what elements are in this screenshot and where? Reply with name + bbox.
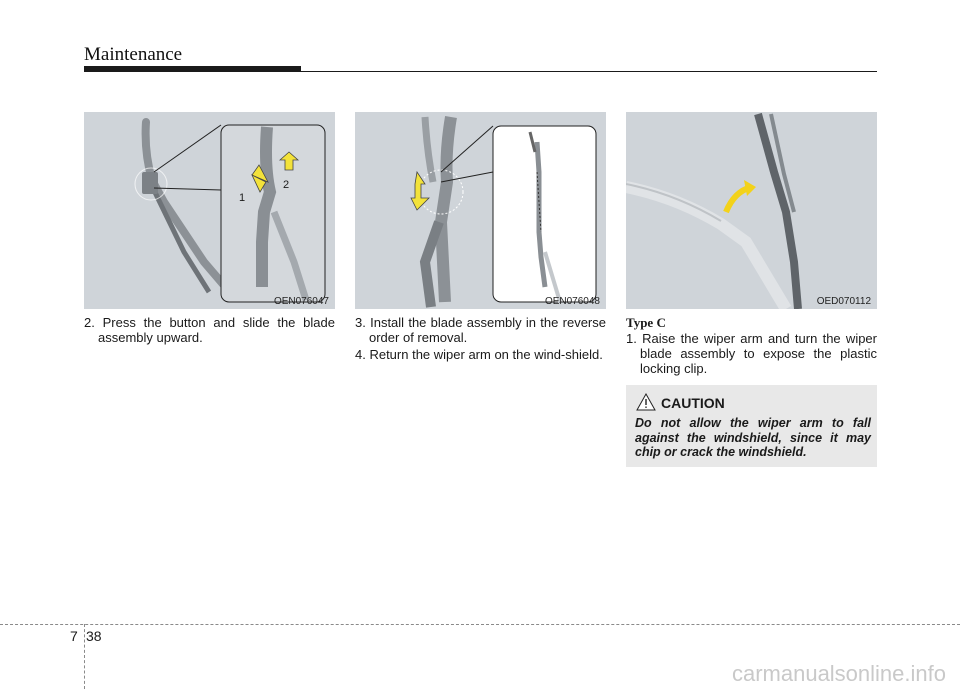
header-rule-thin bbox=[301, 71, 877, 72]
footer-rule bbox=[0, 624, 960, 625]
header-rule-thick bbox=[84, 66, 301, 72]
wiper-blade-illustration bbox=[626, 112, 877, 309]
figure-code: OEN076048 bbox=[544, 296, 600, 307]
figure-blade-install bbox=[355, 112, 606, 309]
column-2-text bbox=[355, 315, 606, 364]
caution-box bbox=[626, 385, 877, 467]
step-2: 2. Press the button and slide the blade assembly upward. bbox=[84, 315, 335, 345]
wiper-blade-illustration bbox=[84, 112, 335, 309]
step-3: 3. Install the blade assembly in the reverse order of removal. bbox=[355, 315, 606, 345]
type-c-heading: Type C bbox=[626, 315, 666, 330]
warning-triangle-icon bbox=[636, 393, 656, 411]
chapter-number: 7 bbox=[70, 628, 78, 644]
step-4: 4. Return the wiper arm on the wind-shield. bbox=[355, 347, 603, 362]
wiper-blade-illustration bbox=[355, 112, 606, 309]
caution-text: Do not allow the wiper arm to fall against the windshield, since it may chip or crack the windshield. bbox=[635, 416, 871, 459]
caution-title: CAUTION bbox=[661, 395, 725, 411]
column-3-text bbox=[626, 315, 877, 378]
figure-blade-removal bbox=[84, 112, 335, 309]
column-1-text bbox=[84, 315, 335, 347]
step-1: 1. Raise the wiper arm and turn the wiper blade assembly to expose the plastic locking clip. bbox=[626, 331, 877, 376]
footer-divider bbox=[84, 624, 85, 689]
page-number: 38 bbox=[86, 628, 102, 644]
page-header-title: Maintenance bbox=[84, 44, 183, 65]
callout-1-label: 1 bbox=[239, 192, 246, 204]
figure-code: OED070112 bbox=[816, 296, 871, 307]
figure-type-c-raise bbox=[626, 112, 877, 309]
figure-code: OEN076047 bbox=[273, 296, 329, 307]
callout-2-label: 2 bbox=[283, 179, 290, 191]
watermark: carmanualsonline.info bbox=[731, 661, 946, 686]
